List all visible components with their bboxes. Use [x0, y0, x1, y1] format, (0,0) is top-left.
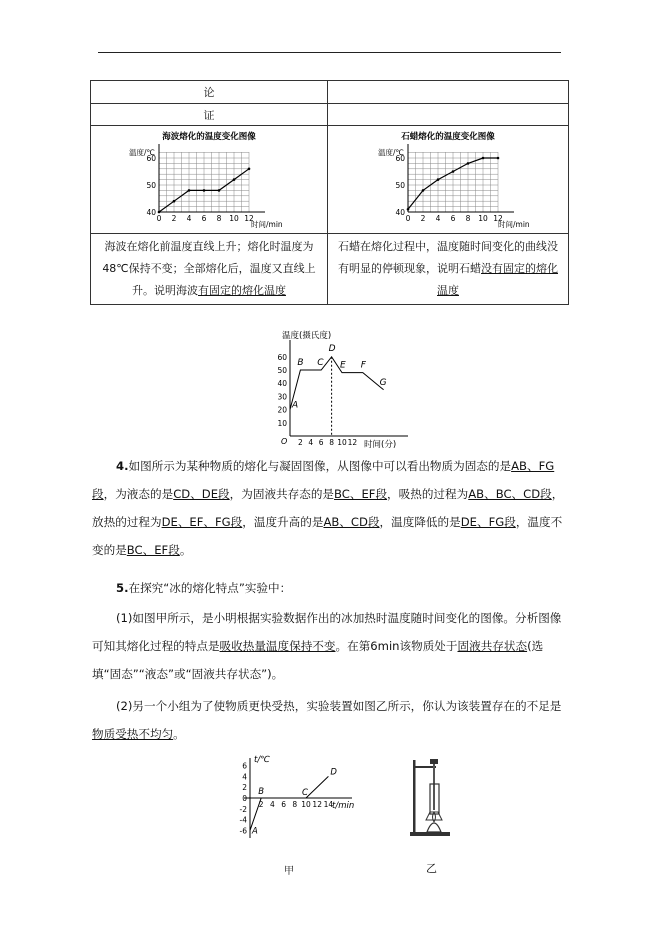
- y-tick-label: 20: [277, 405, 287, 415]
- header-rule: [98, 52, 561, 53]
- data-point: [188, 189, 191, 192]
- table-cell-lun: 论: [91, 81, 328, 104]
- table-cell-empty: [328, 104, 569, 126]
- point-label: A: [252, 826, 258, 837]
- y-tick-label: 2: [242, 783, 247, 793]
- data-point: [407, 208, 410, 211]
- y-axis-label: 温度/℃: [378, 148, 404, 157]
- y-tick-label: -4: [239, 815, 247, 825]
- x-axis-label: 时间(分): [364, 440, 397, 450]
- x-tick-label: 10: [337, 438, 347, 447]
- data-point: [497, 157, 500, 160]
- x-tick-label: 6: [281, 800, 286, 809]
- x-tick-label: 6: [318, 438, 324, 447]
- stand-rod: [413, 760, 416, 833]
- thermometer-top: [430, 759, 438, 764]
- data-point: [203, 189, 206, 192]
- point-label: C: [302, 788, 308, 798]
- clamp-arm: [414, 766, 436, 768]
- melt-freeze-chart: [268, 326, 418, 450]
- data-point: [158, 211, 161, 214]
- x-tick-label: 14: [323, 800, 334, 809]
- y-tick-label: 60: [146, 154, 156, 163]
- y-tick-label: -6: [239, 826, 247, 836]
- y-tick-label: 6: [242, 761, 247, 771]
- x-axis-label: 时间/min: [498, 220, 530, 229]
- ice-melting-chart: [226, 752, 366, 852]
- y-tick-label: 50: [277, 366, 287, 375]
- x-tick-label: 2: [420, 214, 426, 223]
- point-label: B: [258, 787, 265, 797]
- x-tick-label: 8: [216, 214, 222, 223]
- y-tick-label: -2: [239, 804, 247, 814]
- y-tick-label: 60: [277, 352, 287, 362]
- y-tick-label: 4: [242, 772, 247, 782]
- hypo-conclusion: 海波在熔化前温度直线上升；熔化时温度为48℃保持不变；全部熔化后，温度又直线上升。说明海波有固定的熔化温度: [91, 234, 328, 305]
- y-tick-label: 40: [395, 208, 405, 217]
- heating-apparatus: [400, 754, 460, 840]
- x-tick-label: 2: [171, 214, 177, 223]
- point-label: A: [292, 400, 299, 411]
- question-5-part2: (2)另一个小组为了使物质更快受热，实验装置如图乙所示，你认为该装置存在的不足是物质受热不均匀。: [92, 699, 562, 741]
- x-tick-label: 4: [270, 800, 275, 809]
- x-tick-label: 4: [308, 438, 314, 447]
- y-tick-label: 50: [395, 181, 405, 190]
- question-4: 4.如图所示为某种物质的熔化与凝固图像，从图像中可以看出物质为固态的是AB、FG段，为液态的是CD、DE段，为固液共存态的是BC、EF段，吸热的过程为AB、BC、CD段，放热的过程为DE、EF、FG段，温度升高的是AB、CD段，温度降低的是DE、FG段，温度不变的是BC、EF段。: [92, 459, 564, 557]
- data-point: [467, 162, 470, 165]
- x-tick-label: 12: [244, 214, 254, 223]
- x-tick-label: 10: [229, 214, 239, 223]
- table-cell-zheng: 证: [91, 104, 328, 126]
- x-tick-label: 2: [298, 438, 303, 447]
- x-tick-label: 12: [493, 214, 503, 223]
- figure-caption-jia: 甲: [284, 866, 294, 877]
- point-label: D: [330, 767, 337, 778]
- data-point: [233, 178, 236, 181]
- x-tick-label: 10: [301, 800, 311, 809]
- table-cell-empty: [328, 81, 569, 104]
- x-tick-label: 6: [201, 214, 207, 223]
- y-axis-label: 温度/℃: [129, 148, 155, 157]
- x-tick-label: 12: [312, 800, 322, 809]
- data-point: [218, 189, 221, 192]
- hypo-chart: [91, 126, 327, 230]
- origin-label: O: [281, 437, 288, 446]
- conclusion-table: [90, 80, 569, 305]
- x-tick-label: 4: [186, 214, 192, 223]
- hypo-chart-cell: [91, 126, 328, 234]
- x-axis-label: t/min: [332, 801, 355, 811]
- paraffin-chart-cell: [328, 126, 569, 234]
- x-tick-label: 0: [156, 214, 162, 223]
- data-point: [437, 178, 440, 181]
- y-tick-label: 30: [277, 392, 287, 402]
- data-point: [452, 170, 455, 173]
- x-tick-label: 10: [478, 214, 488, 223]
- series-line: [290, 357, 384, 410]
- y-tick-label: 40: [277, 379, 287, 389]
- y-tick-label: 0: [242, 794, 247, 803]
- paraffin-chart: [328, 126, 568, 230]
- y-tick-label: 10: [277, 418, 287, 428]
- x-tick-label: 2: [258, 800, 264, 809]
- y-tick-label: 40: [146, 208, 156, 217]
- thermometer: [433, 764, 435, 810]
- chart-title: 海波熔化的温度变化图像: [162, 132, 256, 142]
- x-tick-label: 12: [347, 438, 358, 447]
- x-tick-label: 8: [329, 438, 334, 447]
- point-label: C: [317, 358, 324, 368]
- x-tick-label: 4: [435, 214, 441, 223]
- y-tick-label: 50: [146, 181, 156, 190]
- y-axis-label: t/℃: [254, 755, 270, 765]
- alcohol-lamp: [427, 823, 441, 832]
- question-5-part1: (1)如图甲所示，是小明根据实验数据作出的冰加热时温度随时间变化的图像。分析图像可知其熔化过程的特点是吸收热量温度保持不变。在第6min该物质处于固液共存状态(选填“固态”“液态”或“固液共存状态”)。: [92, 611, 562, 681]
- point-label: F: [360, 360, 366, 371]
- x-tick-label: 6: [450, 214, 456, 223]
- wire-gauze: [426, 812, 442, 820]
- x-tick-label: 8: [292, 800, 298, 809]
- x-axis-label: 时间/min: [251, 220, 283, 229]
- y-tick-label: 60: [395, 154, 405, 163]
- data-point: [173, 200, 176, 203]
- point-label: B: [297, 358, 304, 368]
- x-tick-label: 8: [465, 214, 471, 223]
- data-point: [248, 168, 251, 171]
- data-point: [482, 157, 485, 160]
- point-label: D: [328, 343, 336, 354]
- x-tick-label: 0: [405, 214, 411, 223]
- y-axis-label: 温度(摄氏度): [282, 331, 332, 341]
- data-point: [422, 189, 425, 192]
- paraffin-conclusion: 石蜡在熔化过程中，温度随时间变化的曲线没有明显的停顿现象，说明石蜡没有固定的熔化温度: [328, 234, 569, 305]
- chart-title: 石蜡熔化的温度变化图像: [401, 132, 495, 142]
- point-label: E: [340, 360, 346, 371]
- question-5-title: 5.在探究“冰的熔化特点”实验中：: [116, 581, 292, 595]
- figure-caption-yi: 乙: [426, 862, 437, 875]
- point-label: G: [379, 377, 387, 388]
